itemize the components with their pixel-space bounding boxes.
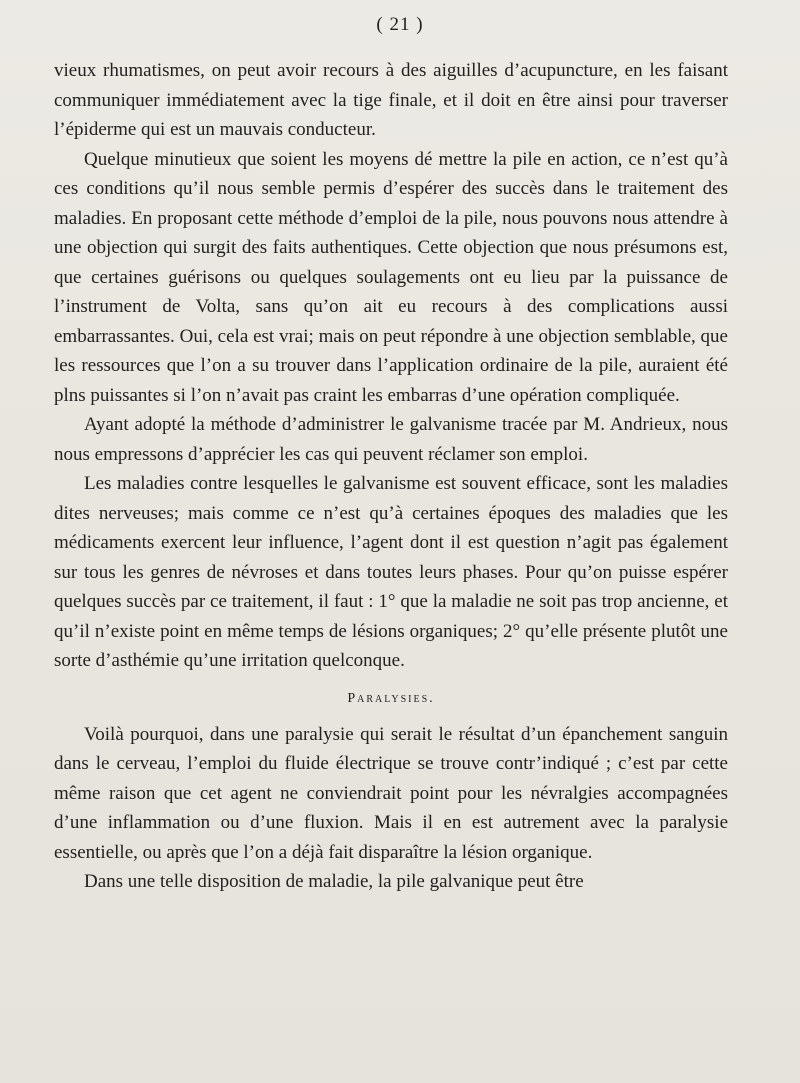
paragraph-2: Quelque minutieux que soient les moyens dé mettre la pile en action, ce n’est qu’à ces conditions qu’il nous semble permis d’espérer des succès dans le traitement des maladies. En proposant cette méthode d’emploi de la pile, nous pouvons nous attendre à une objection qui surgit des faits authentiques. Cette objection que nous présumons est, que certaines guérisons ou quelques soulagements ont eu lieu par la puissance de l’instrument de Volta, sans qu’on ait eu recours à des complications aussi embarrassantes. Oui, cela est vrai; mais on peut répondre à une objection semblable, que les ressources que l’on a su trouver dans l’application ordinaire de la pile, auraient été plns puissantes si l’on n’avait pas craint les embarras d’une opération compliquée.: [54, 148, 728, 406]
paragraph-5: Voilà pourquoi, dans une paralysie qui serait le résultat d’un épanchement sanguin dans le cerveau, l’emploi du fluide électrique se trouve contr’indiqué ; c’est par cette même raison que cet agent ne conviendrait point pour les névralgies accompagnées d’une inflammation ou d’une fluxion. Mais il en est autrement avec la paralysie essentielle, ou après que l’on a déjà fait disparaître la lésion organique.: [54, 723, 728, 863]
paragraph-4: Les maladies contre lesquelles le galvanisme est souvent efficace, sont les maladies dites nerveuses; mais comme ce n’est qu’à certaines époques des maladies que les médicaments exercent leur influence, l’agent dont il est question n’agit pas également sur tous les genres de névroses et dans toutes leurs phases. Pour qu’on puisse espérer quelques succès par ce traitement, il faut : 1° que la maladie ne soit pas trop ancienne, et qu’il n’existe point en même temps de lésions organiques; 2° qu’elle présente plutôt une sorte d’asthémie qu’une irritation quelconque.: [54, 473, 728, 671]
paragraph-6: Dans une telle disposition de maladie, la pile galvanique peut être: [84, 871, 584, 892]
section-heading-paralysies: Paralysies.: [347, 690, 435, 706]
paragraph-3: Ayant adopté la méthode d’administrer le galvanisme tracée par M. Andrieux, nous nous empressons d’apprécier les cas qui peuvent réclamer son emploi.: [54, 414, 728, 465]
page-number: ( 21 ): [376, 14, 424, 35]
paragraph-1: vieux rhumatismes, on peut avoir recours à des aiguilles d’acupuncture, en les faisant communiquer immédiatement avec la tige finale, et il doit en être ainsi pour traverser l’épiderme qui est un mauvais conducteur.: [54, 60, 728, 140]
body-text: [54, 56, 728, 897]
